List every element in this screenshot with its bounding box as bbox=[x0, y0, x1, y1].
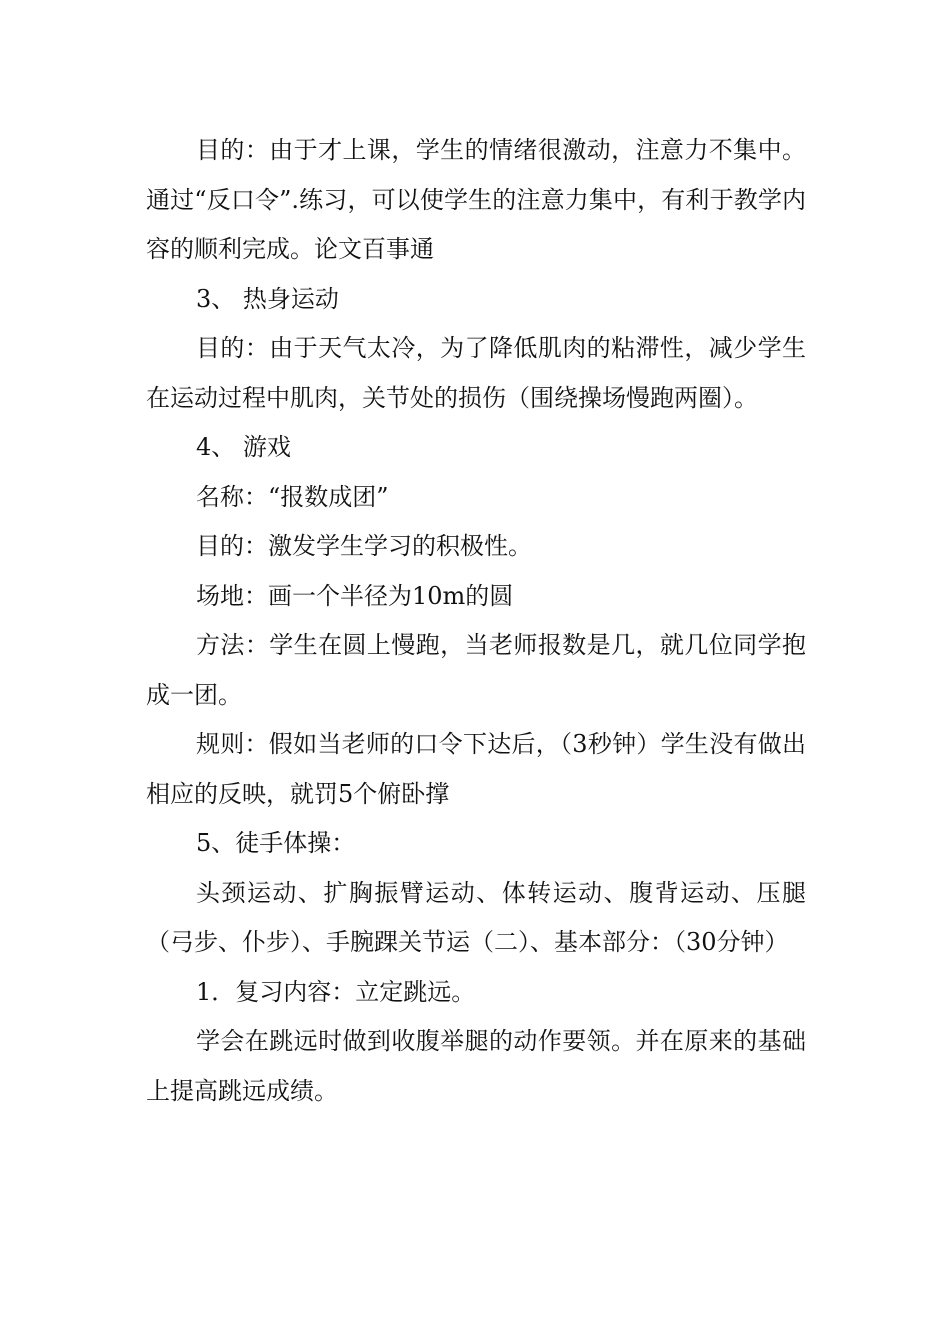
paragraph-game-field: 场地：画一个半径为10m的圆 bbox=[196, 581, 514, 610]
paragraph-game-rules: 规则：假如当老师的口令下达后，（3秒钟）学生没有做出相应的反映，就罚5个俯卧撑 bbox=[146, 730, 806, 808]
paragraph-purpose-warmup: 目的：由于天气太冷，为了降低肌肉的粘滞性，减少学生在运动过程中肌肉，关节处的损伤（围绕操场慢跑两圈）。 bbox=[146, 334, 806, 412]
heading-game: 4、 游戏 bbox=[196, 433, 291, 461]
paragraph-purpose-reverse-command: 目的：由于才上课，学生的情绪很激动，注意力不集中。通过“反口令”.练习，可以使学生的注意力集中，有利于教学内容的顺利完成。论文百事通 bbox=[146, 136, 806, 263]
heading-calisthenics: 5、徒手体操： bbox=[196, 829, 356, 857]
paragraph-long-jump-goal: 学会在跳远时做到收腹举腿的动作要领。并在原来的基础上提高跳远成绩。 bbox=[146, 1027, 806, 1105]
paragraph-game-purpose: 目的：激发学生学习的积极性。 bbox=[196, 532, 532, 560]
heading-warmup: 3、 热身运动 bbox=[196, 284, 339, 313]
paragraph-calisthenics-list: 头颈运动、扩胸振臂运动、体转运动、腹背运动、压腿（弓步、仆步）、手腕踝关节运（二）、基本部分：（30分钟） bbox=[146, 878, 806, 956]
paragraph-review-content: 1．复习内容：立定跳远。 bbox=[196, 977, 476, 1006]
paragraph-game-name: 名称：“报数成团” bbox=[196, 482, 389, 511]
paragraph-game-method: 方法：学生在圆上慢跑，当老师报数是几，就几位同学抱成一团。 bbox=[146, 631, 806, 709]
document-page bbox=[146, 126, 806, 1116]
